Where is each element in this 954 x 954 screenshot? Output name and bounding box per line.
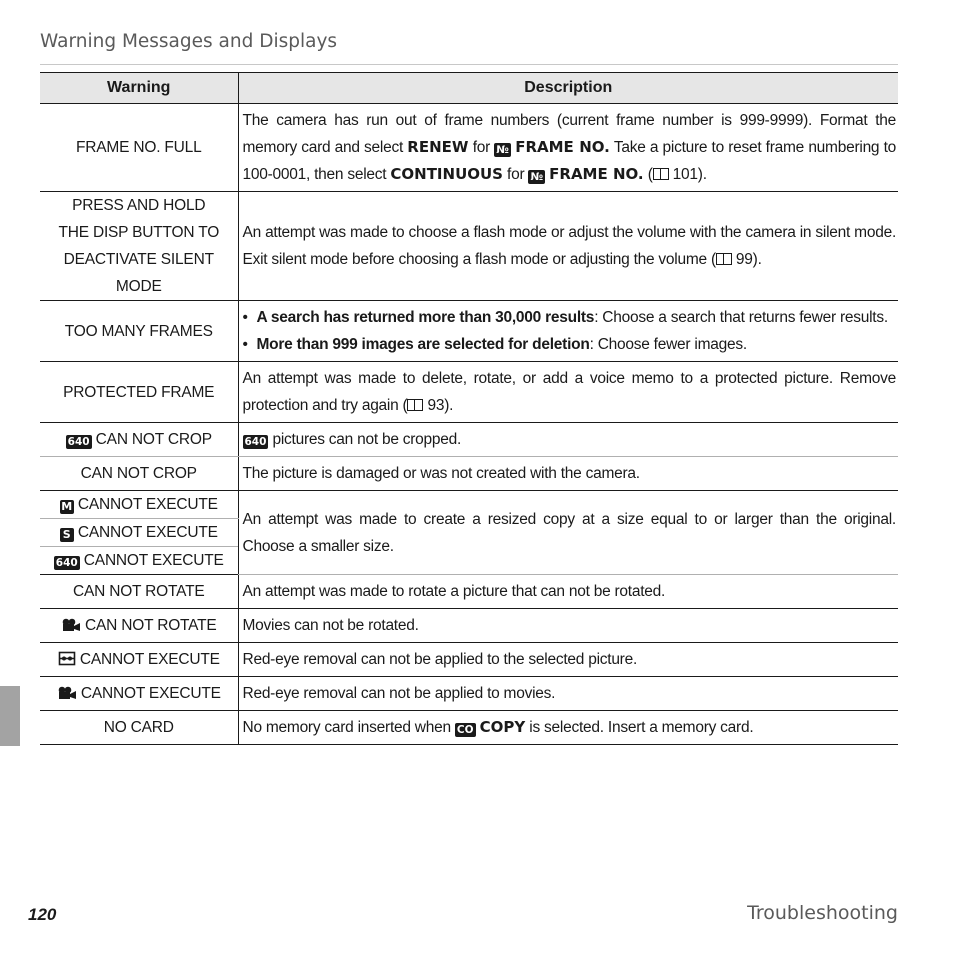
description-column-header: Description	[238, 73, 898, 104]
table-row	[40, 104, 898, 192]
movie-icon	[61, 618, 81, 632]
table-row	[40, 643, 898, 677]
description-can-not-crop: The picture is damaged or was not created with the camera.	[238, 457, 898, 491]
list-item: • A search has returned more than 30,000 results: Choose a search that returns fewer results.	[257, 304, 897, 331]
warning-frame-no-full: FRAME NO. FULL	[40, 104, 238, 192]
size-m-icon: M	[61, 500, 73, 513]
chapter-tab	[0, 686, 20, 746]
description-can-not-crop-640: 640 pictures can not be cropped.	[238, 423, 898, 457]
warning-movie-cannot-execute: CANNOT EXECUTE	[40, 677, 238, 711]
table-row	[40, 575, 898, 609]
warning-too-many-frames: TOO MANY FRAMES	[40, 301, 238, 362]
warning-redeye-cannot-execute: CANNOT EXECUTE	[40, 643, 238, 677]
table-row	[40, 423, 898, 457]
description-movie-can-not-rotate: Movies can not be rotated.	[238, 609, 898, 643]
warning-table	[40, 72, 898, 745]
header-rule	[40, 64, 898, 65]
description-too-many-frames	[238, 301, 898, 362]
warning-column-header: Warning	[40, 73, 238, 104]
description-redeye-cannot-execute: Red-eye removal can not be applied to the selected picture.	[238, 643, 898, 677]
table-row	[40, 609, 898, 643]
table-row	[40, 362, 898, 423]
warning-movie-can-not-rotate: CAN NOT ROTATE	[40, 609, 238, 643]
table-row	[40, 491, 898, 519]
red-eye-removal-icon	[58, 651, 76, 666]
table-row	[40, 301, 898, 362]
section-title: Warning Messages and Displays	[40, 31, 338, 52]
size-640-icon: 640	[244, 436, 267, 448]
size-640-icon: 640	[55, 557, 78, 569]
description-no-card: No memory card inserted when CO COPY is selected. Insert a memory card.	[238, 711, 898, 745]
warning-cannot-execute-s: S CANNOT EXECUTE	[40, 519, 238, 547]
description-silent-mode: An attempt was made to choose a flash mode or adjust the volume with the camera in silent mode. Exit silent mode before choosing a flash mode or adjusting the volume ( 99).	[238, 192, 898, 301]
table-row	[40, 457, 898, 491]
size-s-icon: S	[60, 528, 74, 542]
page-reference-icon	[716, 253, 732, 265]
warning-no-card: NO CARD	[40, 711, 238, 745]
copy-menu-icon: CO	[456, 724, 474, 736]
frame-no-menu-icon: №	[530, 171, 544, 183]
page-number: 120	[28, 905, 57, 924]
table-row	[40, 192, 898, 301]
warning-cannot-execute-m: M CANNOT EXECUTE	[40, 491, 238, 519]
description-can-not-rotate: An attempt was made to rotate a picture that can not be rotated.	[238, 575, 898, 609]
description-protected-frame: An attempt was made to delete, rotate, or add a voice memo to a protected picture. Remove protection and try again ( 93).	[238, 362, 898, 423]
list-item: • More than 999 images are selected for deletion: Choose fewer images.	[257, 331, 897, 358]
movie-icon	[57, 686, 77, 700]
size-640-icon: 640	[67, 436, 90, 448]
warning-can-not-rotate: CAN NOT ROTATE	[40, 575, 238, 609]
table-header-row	[40, 73, 898, 104]
table-row	[40, 677, 898, 711]
page-reference-icon	[407, 399, 423, 411]
warning-cannot-execute-640: 640 CANNOT EXECUTE	[40, 547, 238, 575]
description-frame-no-full: The camera has run out of frame numbers (current frame number is 999-9999). Format the memory card and select RENEW for № FRAME NO. Take a picture to reset frame numbering to 100-0001, then select CONTINUOUS for № FRAME NO. ( 101).	[238, 104, 898, 192]
chapter-title: Troubleshooting	[747, 902, 898, 924]
description-resize: An attempt was made to create a resized copy at a size equal to or larger than the original. Choose a smaller size.	[238, 491, 898, 575]
table-row	[40, 711, 898, 745]
warning-can-not-crop-640: 640 CAN NOT CROP	[40, 423, 238, 457]
page-reference-icon	[653, 168, 669, 180]
warning-protected-frame: PROTECTED FRAME	[40, 362, 238, 423]
description-movie-cannot-execute: Red-eye removal can not be applied to movies.	[238, 677, 898, 711]
warning-can-not-crop: CAN NOT CROP	[40, 457, 238, 491]
frame-no-menu-icon: №	[496, 144, 509, 156]
warning-silent-mode: PRESS AND HOLD THE DISP BUTTON TO DEACTIVATE SILENT MODE	[40, 192, 238, 301]
